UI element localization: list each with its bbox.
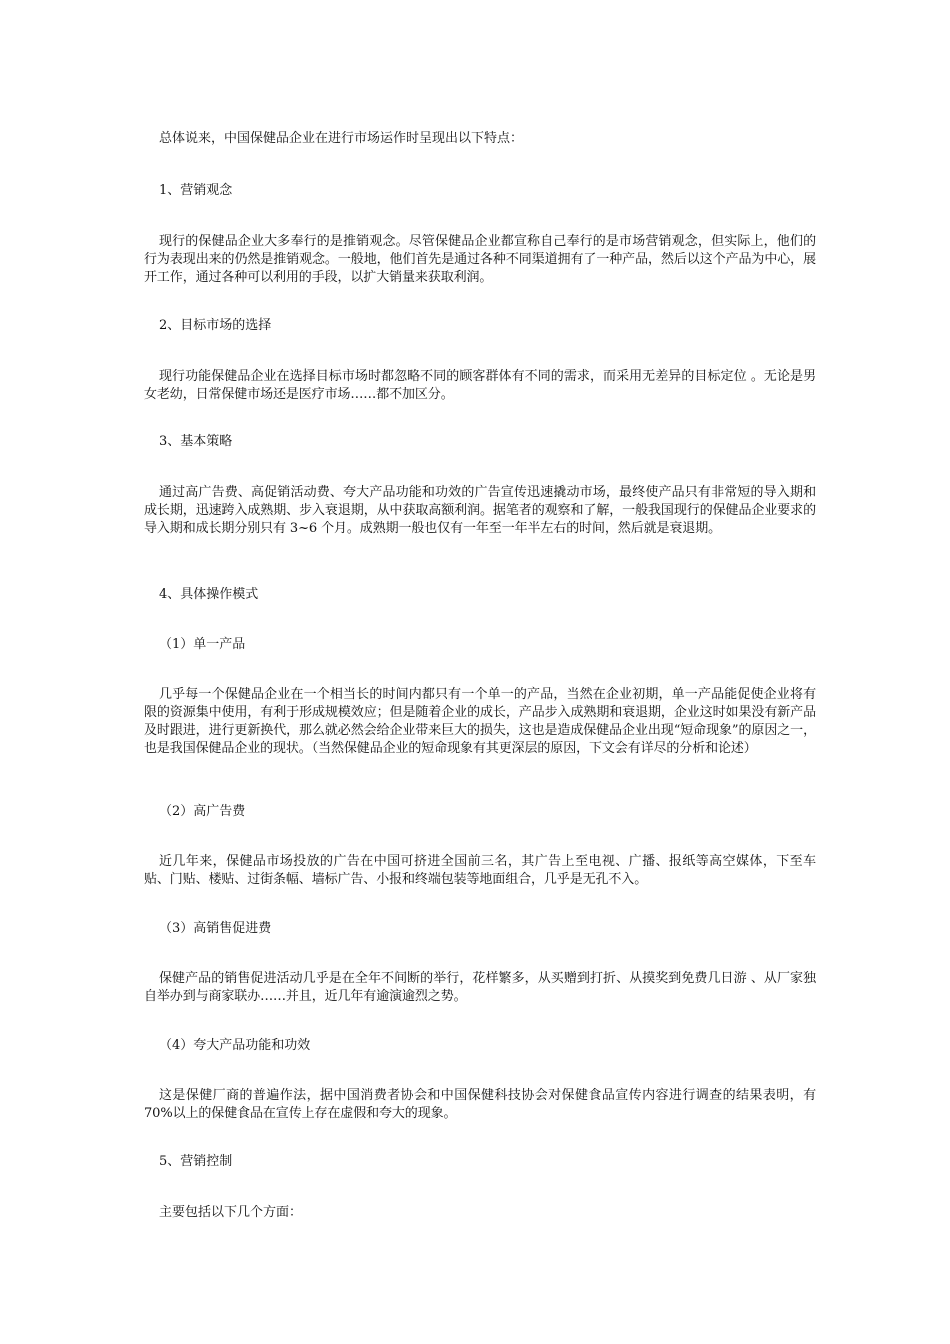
subheading-high-ad-cost: （2）高广告费 (159, 804, 246, 819)
heading-operation-mode: 4、具体操作模式 (159, 587, 259, 602)
subheading-high-promotion-cost: （3）高销售促进费 (159, 921, 272, 936)
paragraph-marketing-concept: 现行的保健品企业大多奉行的是推销观念。尽管保健品企业都宣称自己奉行的是市场营销观念，但实际上，他们的行为表现出来的仍然是推销观念。一般地，他们首先是通过各种不同渠道拥有了一种产品，然后以这个产品为中心，展开工作，通过各种可以利用的手段，以扩大销量来获取利润。 (144, 234, 816, 285)
paragraph-target-market: 现行功能保健品企业在选择目标市场时都忽略不同的顾客群体有不同的需求，而采用无差异的目标定位 。无论是男女老幼，日常保健市场还是医疗市场……都不加区分。 (144, 369, 816, 402)
paragraph-high-promotion-cost: 保健产品的销售促进活动几乎是在全年不间断的举行，花样繁多，从买赠到打折、从摸奖到免费几日游 、从厂家独自举办到与商家联办……并且，近几年有逾演逾烈之势。 (144, 971, 816, 1004)
intro-paragraph: 总体说来，中国保健品企业在进行市场运作时呈现出以下特点： (159, 131, 524, 146)
heading-target-market: 2、目标市场的选择 (159, 318, 272, 333)
paragraph-single-product: 几乎每一个保健品企业在一个相当长的时间内都只有一个单一的产品，当然在企业初期，单一产品能促使企业将有限的资源集中使用，有利于形成规模效应；但是随着企业的成长，产品步入成熟期和衰退期，企业这时如果没有新产品及时跟进，进行更新换代，那么就必然会给企业带来巨大的损失，这也是造成保健品企业出现“短命现象”的原因之一，也是我国保健品企业的现状。（当然保健品企业的短命现象有其更深层的原因，下文会有详尽的分析和论述） (144, 687, 816, 756)
heading-marketing-control: 5、营销控制 (159, 1154, 233, 1169)
subheading-exaggeration: （4）夸大产品功能和功效 (159, 1038, 311, 1053)
subheading-single-product: （1）单一产品 (159, 637, 246, 652)
heading-basic-strategy: 3、基本策略 (159, 434, 233, 449)
paragraph-basic-strategy: 通过高广告费、高促销活动费、夸大产品功能和功效的广告宣传迅速撬动市场，最终使产品只有非常短的导入期和成长期，迅速跨入成熟期、步入衰退期，从中获取高额利润。据笔者的观察和了解，一般我国现行的保健品企业要求的导入期和成长期分别只有 3~6 个月。成熟期一般也仅有一年至一年半左右的时间，然后就是衰退期。 (144, 485, 816, 536)
paragraph-exaggeration: 这是保健厂商的普遍作法，据中国消费者协会和中国保健科技协会对保健食品宣传内容进行调查的结果表明，有 70%以上的保健食品在宣传上存在虚假和夸大的现象。 (144, 1088, 816, 1121)
paragraph-high-ad-cost: 近几年来，保健品市场投放的广告在中国可挤进全国前三名，其广告上至电视、广播、报纸等高空媒体，下至车贴、门贴、楼贴、过街条幅、墙标广告、小报和终端包装等地面组合，几乎是无孔不入。 (144, 854, 816, 887)
heading-marketing-concept: 1、营销观念 (159, 183, 233, 198)
paragraph-marketing-control: 主要包括以下几个方面： (159, 1205, 303, 1220)
